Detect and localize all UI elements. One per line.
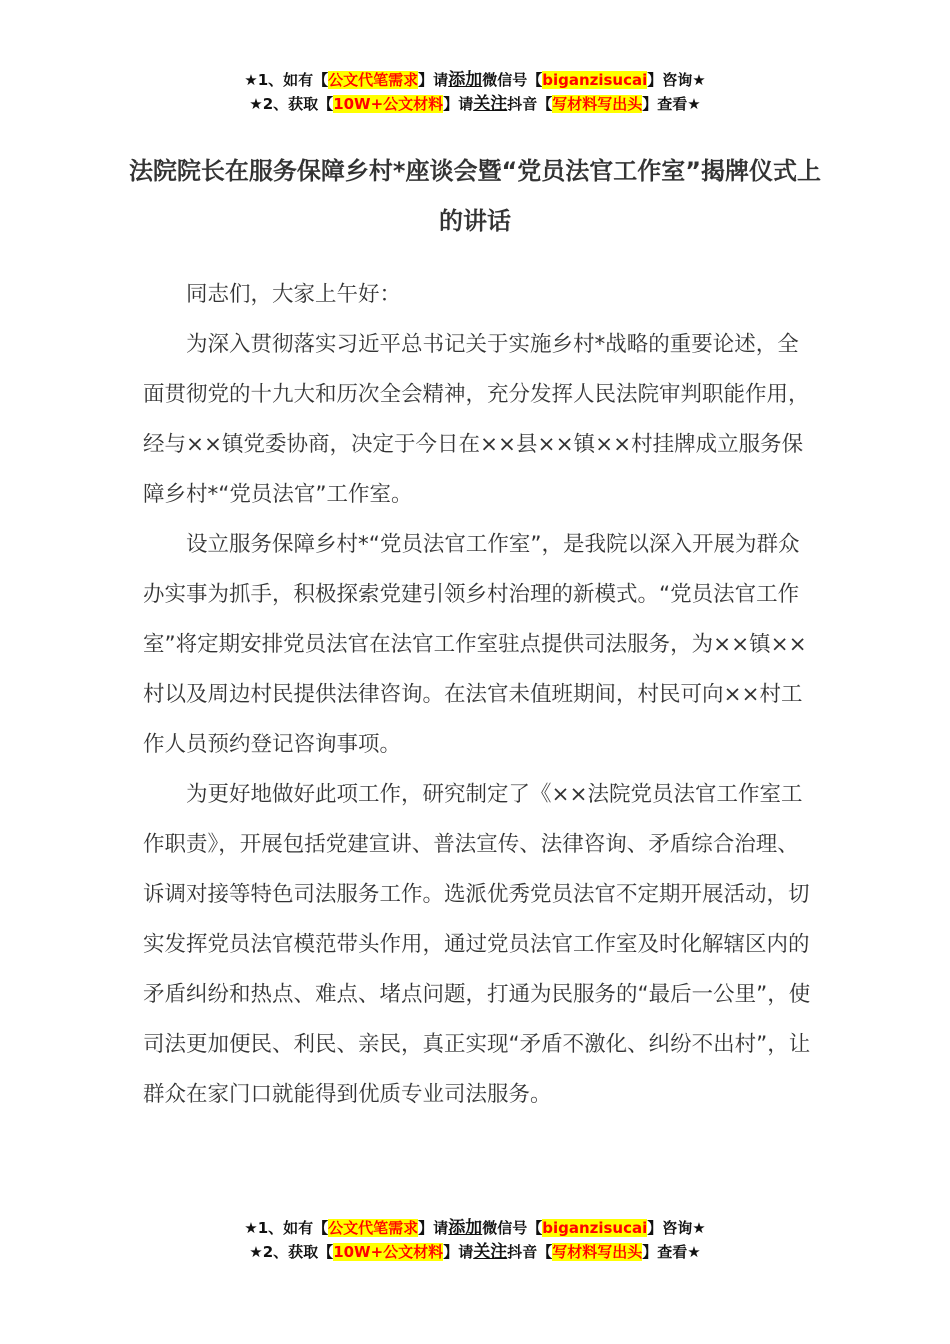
promo-text: 】查看★ xyxy=(642,1243,701,1261)
promo-text: 】请 xyxy=(443,1243,474,1261)
promo-text: ★2、获取【 xyxy=(249,95,334,113)
promo-text: 】咨询★ xyxy=(647,1219,706,1237)
promo-highlight: 公文代笔需求 xyxy=(328,71,419,89)
document-body xyxy=(143,270,813,1120)
promo-line-1 xyxy=(0,68,950,92)
promo-emphasis: 关注 xyxy=(473,1242,508,1262)
promo-text: 微信号【 xyxy=(482,71,543,89)
promo-text: 】请 xyxy=(418,1219,449,1237)
promo-text: ★1、如有【 xyxy=(244,1219,329,1237)
promo-text: 】查看★ xyxy=(642,95,701,113)
body-paragraph: 设立服务保障乡村*“党员法官工作室”，是我院以深入开展为群众办实事为抓手，积极探索党建引领乡村治理的新模式。“党员法官工作室”将定期安排党员法官在法官工作室驻点提供司法服务，为××镇××村以及周边村民提供法律咨询。在法官未值班期间，村民可向××村工作人员预约登记咨询事项。 xyxy=(143,532,807,757)
douyin-id-highlight: 写材料写出头 xyxy=(552,1243,643,1261)
promo-text: 抖音【 xyxy=(507,95,553,113)
promo-highlight: 公文代笔需求 xyxy=(328,1219,419,1237)
promo-highlight: 10W+公文材料 xyxy=(333,95,444,113)
promo-text: 】咨询★ xyxy=(647,71,706,89)
promo-emphasis: 关注 xyxy=(473,94,508,114)
promo-banner-top xyxy=(0,68,950,116)
promo-emphasis: 添加 xyxy=(448,70,483,90)
promo-line-2 xyxy=(0,1240,950,1264)
promo-text: ★1、如有【 xyxy=(244,71,329,89)
promo-emphasis: 添加 xyxy=(448,1218,483,1238)
promo-text: 抖音【 xyxy=(507,1243,553,1261)
greeting: 同志们，大家上午好： xyxy=(186,282,402,307)
body-paragraph: 为更好地做好此项工作，研究制定了《××法院党员法官工作室工作职责》，开展包括党建宣讲、普法宣传、法律咨询、矛盾综合治理、诉调对接等特色司法服务工作。选派优秀党员法官不定期开展活动，切实发挥党员法官模范带头作用，通过党员法官工作室及时化解辖区内的矛盾纠纷和热点、难点、堵点问题，打通为民服务的“最后一公里”，使司法更加便民、利民、亲民，真正实现“矛盾不激化、纠纷不出村”，让群众在家门口就能得到优质专业司法服务。 xyxy=(143,782,811,1107)
douyin-id-highlight: 写材料写出头 xyxy=(552,95,643,113)
wechat-id-highlight: biganzisucai xyxy=(542,1219,648,1237)
promo-line-2 xyxy=(0,92,950,116)
promo-text: ★2、获取【 xyxy=(249,1243,334,1261)
promo-text: 】请 xyxy=(443,95,474,113)
wechat-id-highlight: biganzisucai xyxy=(542,71,648,89)
document-title: 法院院长在服务保障乡村*座谈会暨“党员法官工作室”揭牌仪式上的讲话 xyxy=(128,157,822,235)
promo-text: 微信号【 xyxy=(482,1219,543,1237)
promo-text: 】请 xyxy=(418,71,449,89)
promo-banner-bottom xyxy=(0,1216,950,1264)
body-paragraph: 为深入贯彻落实习近平总书记关于实施乡村*战略的重要论述，全面贯彻党的十九大和历次全会精神，充分发挥人民法院审判职能作用，经与××镇党委协商，决定于今日在××县××镇××村挂牌成立服务保障乡村*“党员法官”工作室。 xyxy=(143,332,810,507)
promo-highlight: 10W+公文材料 xyxy=(333,1243,444,1261)
promo-line-1 xyxy=(0,1216,950,1240)
